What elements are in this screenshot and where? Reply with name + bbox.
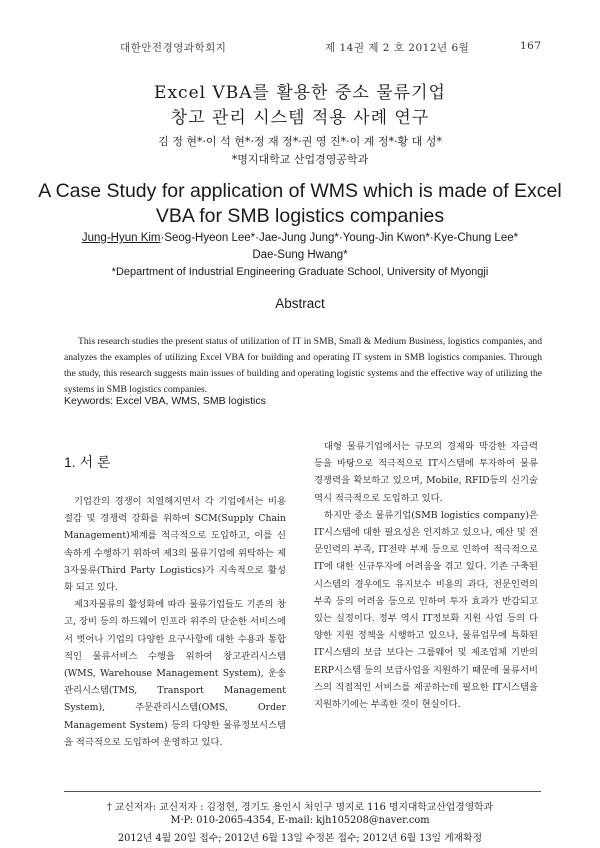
affiliation-en: *Department of Industrial Engineering Graduate School, University of Myongji bbox=[111, 266, 489, 278]
right-column bbox=[314, 438, 538, 713]
footnote-corresponding-author: † 교신저자: 교신저자 : 김정현, 경기도 용인시 처인구 명지로 116 명지대학교산업경영학과 bbox=[106, 802, 494, 813]
title-en-line1: A Case Study for application of WMS which is made of Excel bbox=[38, 180, 562, 202]
footnote-dates: 2012년 4월 20일 접수; 2012년 6월 13일 수정본 접수; 2012년 6월 13일 게재확정 bbox=[117, 833, 483, 844]
section-heading: 1. 서 론 bbox=[64, 454, 111, 470]
running-header-page: 167 bbox=[520, 40, 542, 52]
affiliation-ko: *명지대학교 산업경영공학과 bbox=[231, 153, 369, 166]
title-en-line2: VBA for SMB logistics companies bbox=[155, 205, 445, 227]
running-header-journal: 대한안전경영과학회지 bbox=[120, 42, 227, 54]
left-paragraph-2: 제3자물류의 활성화에 따라 물류기업들도 기존의 창고, 장비 등의 하드웨어 인프라 위주의 단순한 서비스에서 벗어나 기업의 다양한 요구사항에 대한 수용과 통합적인 물류서비스 수행을 위하여 창고관리시스템(WMS, Warehouse Management System), 운송관리시스템(TMS, Transport Management System), 주문관리시스템(OMS, Order Management System) 등의 다양한 물류정보시스템을 적극적으로 도입하여 운영하고 있다. bbox=[64, 599, 286, 748]
footnote-contact: M·P: 010-2065-4354, E-mail: kjh105208@naver.com bbox=[170, 815, 430, 826]
left-paragraph-1: 기업간의 경쟁이 치열해지면서 각 기업에서는 비용절감 및 경쟁력 강화를 위하여 SCM(Supply Chain Management)체계를 적극적으로 도입하고, 이를 신속하게 수행하기 위하여 제3의 물류기업에 위탁하는 제3자물류(Third Party Logistics)가 지속적으로 활성화 되고 있다. bbox=[64, 496, 286, 594]
abstract-heading: Abstract bbox=[275, 296, 325, 311]
abstract-text: This research studies the present status of utilization of IT in SMB, Small & Medium Business, logistics companies, and analyzes the examples of utilizing Excel VBA for building and operating IT system in SMB logistics companies. Through the study, this research suggests main issues of building and operating logistic systems and the effective way of utilizing the systems in SMB logistics companies. bbox=[64, 336, 542, 395]
keywords: Keywords: Excel VBA, WMS, SMB logistics bbox=[64, 395, 266, 407]
title-ko-line2: 창고 관리 시스템 적용 사례 연구 bbox=[170, 108, 430, 128]
authors-ko: 김 정 현*·이 석 현*·정 재 정*·권 영 진*·이 계 정*·황 대 성* bbox=[158, 135, 442, 148]
running-header-issue: 제 14권 제 2 호 2012년 6월 bbox=[325, 42, 470, 54]
authors-en-line1 bbox=[0, 232, 600, 244]
authors-en-line2: Dae-Sung Hwang* bbox=[252, 249, 348, 261]
title-ko-line1: Excel VBA를 활용한 중소 물류기업 bbox=[154, 83, 446, 103]
right-paragraph-1: 대형 물류기업에서는 규모의 경제와 막강한 자금력 등을 바탕으로 적극적으로 IT시스템에 투자하여 물류 경쟁력을 확보하고 있으며, Mobile, RFID등의 신기술 역시 적극적으로 도입하고 있다. bbox=[314, 441, 538, 504]
right-paragraph-2: 하지만 중소 물류기업(SMB logistics company)은 IT시스템에 대한 필요성은 인지하고 있으나, 예산 및 전문인력의 부족, IT전략 부재 등으로 인하여 적극적으로 IT에 대한 신규투자에 어려움을 겪고 있다. 기존 구축된 시스템의 경우에도 유지보수 비용의 과다, 전문인력의 부족 등의 어려움 등으로 인하여 투자 효과가 반감되고 있는 실정이다. 정부 역시 IT정보화 지원 사업 등의 다양한 지원 정책을 시행하고 있으나, 물류업무에 특화된 IT시스템의 보급 보다는 그룹웨어 및 제조업체 기반의 ERP시스템 등의 보급사업을 지원하기 때문에 물류서비스의 직접적인 서비스를 제공하는데 필요한 IT시스템을 지원하기에는 부족한 것이 현실이다. bbox=[314, 509, 538, 711]
abstract-body bbox=[64, 334, 542, 398]
first-author: Jung-Hyun Kim bbox=[81, 232, 161, 244]
footnote-divider bbox=[64, 791, 541, 792]
left-column bbox=[64, 493, 286, 751]
other-authors: ·Seog-Hyeon Lee*·Jae-Jung Jung*·Young-Jin Kwon*·Kye-Chung Lee* bbox=[160, 232, 519, 244]
